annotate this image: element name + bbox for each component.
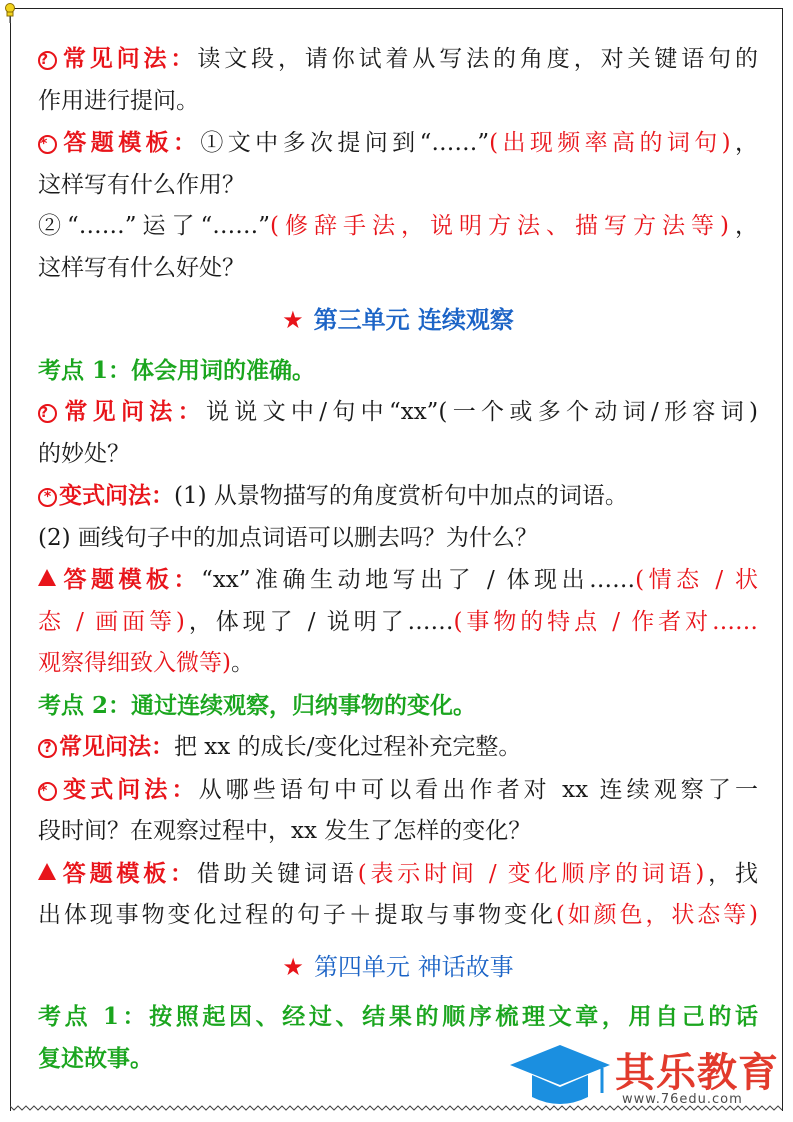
question-mark-icon: ?	[38, 51, 57, 70]
unit3-kp2-variant2: 段时间？在观察过程中，xx 发生了怎样的变化？	[38, 818, 532, 844]
asterisk-circle-icon: *	[38, 782, 57, 801]
question-mark-icon: ?	[38, 739, 57, 758]
block1-template-line4: 这样写有什么好处？	[38, 254, 245, 281]
brand-watermark: 其乐教育	[615, 1050, 779, 1096]
block1-template-line: * 答题模板：①文中多次提问到“……”(出现频率高的词句)，	[40, 129, 759, 156]
block1-template-line2: 这样写有什么作用？	[38, 171, 245, 198]
triangle-icon	[38, 863, 56, 880]
unit3-kp1-template2: 态 / 画面等)，体现了 / 说明了……(事物的特点 / 作者对……	[38, 608, 758, 635]
page-content	[38, 38, 758, 1079]
block1-question-line: ? 常见问法：读文段，请你试着从写法的角度，对关键语句的	[40, 45, 759, 72]
unit3-kp1-template3: 观察得细致入微等)。	[38, 650, 254, 676]
unit4-kp1: 考点 1：按照起因、经过、结果的顺序梳理文章，用自己的话	[38, 1003, 758, 1030]
question-mark-icon: ?	[38, 404, 57, 423]
unit3-kp2-template: 答题模板：借助关键词语(表示时间 / 变化顺序的词语)，找	[38, 853, 758, 896]
block1-question-line2: 作用进行提问。	[38, 87, 199, 114]
triangle-icon	[38, 569, 56, 586]
block1-template-line3: ②“……”运了“……”(修辞手法，说明方法、描写方法等)，	[38, 213, 758, 239]
unit4-kp1-line2: 复述故事。	[38, 1044, 153, 1072]
star-icon: ★	[282, 952, 304, 981]
unit3-kp1-variant: * 变式问法：(1) 从景物描写的角度赏析句中加点的词语。	[38, 475, 758, 518]
unit3-kp2-question: ? 常见问法：把 xx 的成长/变化过程补充完整。	[38, 726, 758, 769]
star-icon: ★	[282, 306, 304, 334]
unit3-kp1-template: 答题模板：“xx”准确生动地写出了 / 体现出……(情态 / 状	[38, 559, 758, 602]
unit3-kp1-variant2: (2) 画线句子中的加点词语可以删去吗？为什么？	[38, 524, 538, 551]
pushpin-icon	[3, 2, 17, 24]
unit3-kp2-template2: 出体现事物变化过程的句子＋提取与事物变化(如颜色，状态等)	[38, 902, 758, 928]
unit3-kp2: 考点 2：通过连续观察，归纳事物的变化。	[38, 691, 477, 719]
unit3-heading: ★ 第三单元 连续观察	[282, 305, 514, 334]
url-watermark: www.76edu.com	[622, 1092, 743, 1107]
unit4-heading: ★ 第四单元 神话故事	[282, 952, 514, 981]
asterisk-circle-icon: *	[38, 488, 57, 507]
unit3-kp1: 考点 1：体会用词的准确。	[38, 356, 316, 384]
asterisk-circle-icon: *	[38, 135, 57, 154]
unit3-kp2-variant: * 变式问法：从哪些语句中可以看出作者对 xx 连续观察了一	[40, 775, 758, 803]
unit3-kp1-question: ? 常见问法：说说文中/句中“xx”(一个或多个动词/形容词)	[40, 398, 759, 425]
unit3-kp1-question2: 的妙处？	[38, 440, 130, 467]
